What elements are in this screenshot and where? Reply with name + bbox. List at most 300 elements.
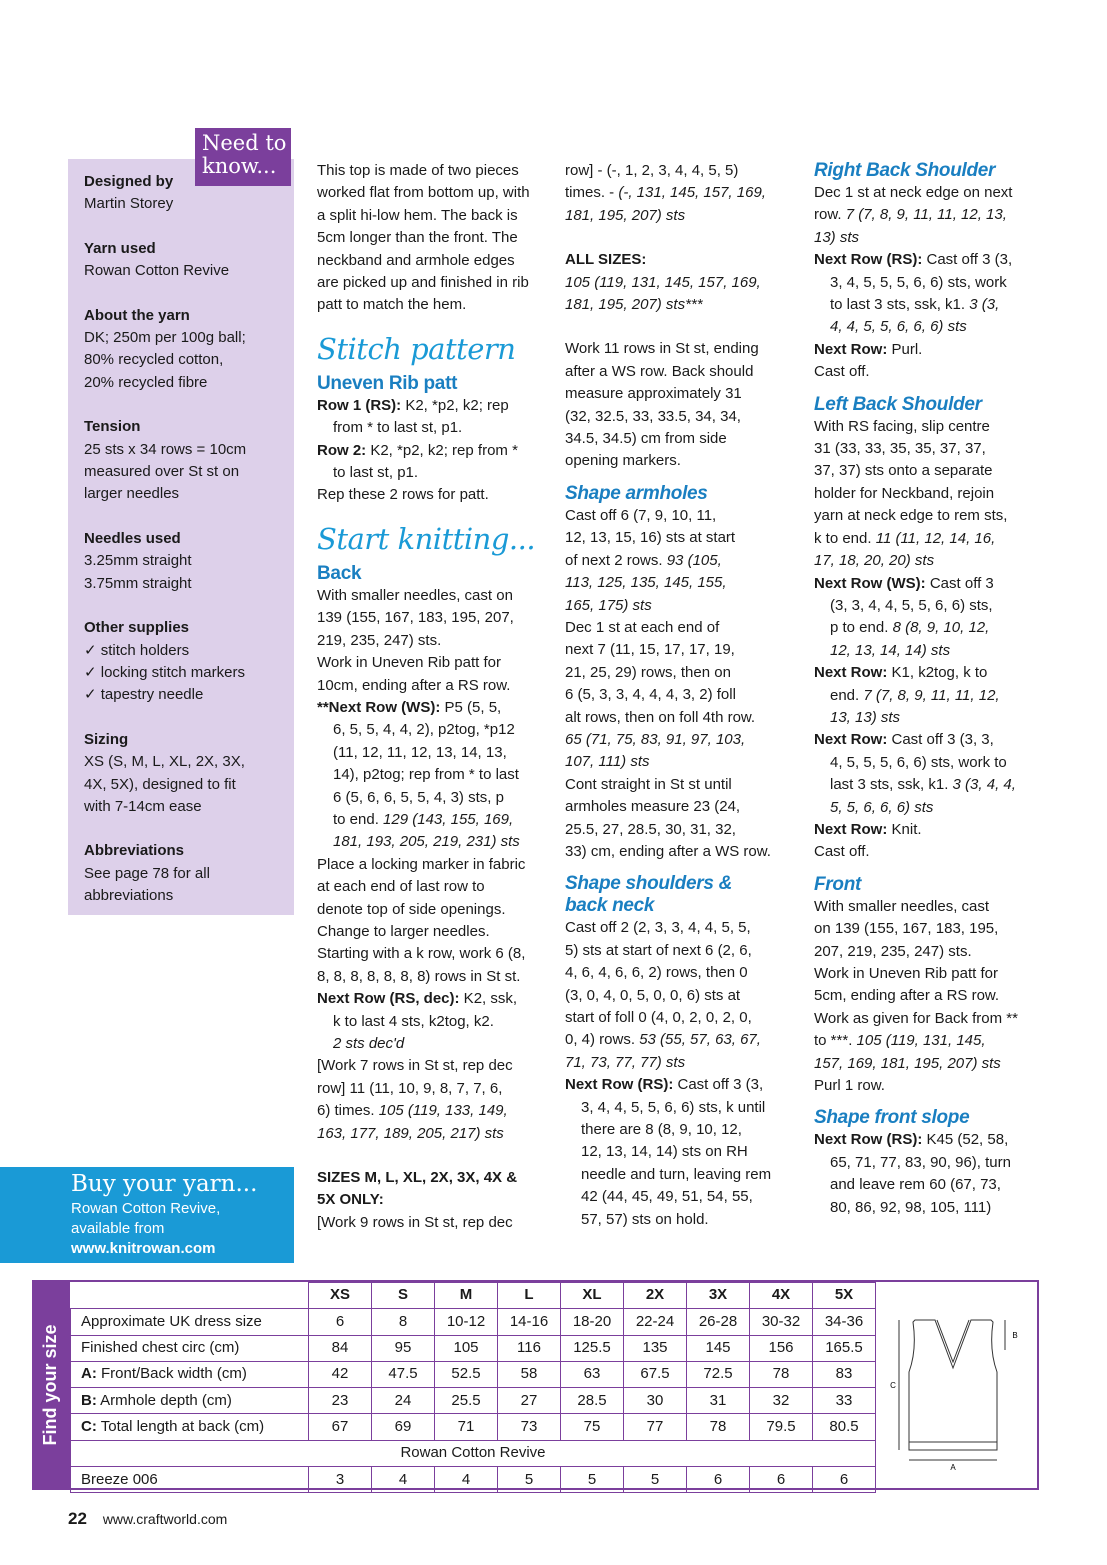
text-line: alt rows, then on foll 4th row. [565, 708, 756, 726]
row-text: K2, ssk, [459, 990, 518, 1008]
text-line: 34.5, 34.5) cm from side [565, 430, 727, 448]
need-to-know-section [84, 416, 286, 506]
need-to-know-heading: Abbreviations [84, 842, 185, 860]
need-to-know-heading: Yarn used [84, 239, 156, 257]
next-row-ws-cont [317, 719, 549, 809]
footer-website[interactable]: www.craftworld.com [102, 1511, 228, 1527]
need-to-know-line: abbreviations [84, 887, 174, 905]
size-table [70, 1282, 876, 1493]
row-text: Cast off 3 (3, 3, [887, 731, 994, 749]
text-line: 4, 6, 4, 6, 6, 2) rows, then 0 [565, 964, 748, 982]
size-value-cell: 6 [309, 1309, 372, 1335]
row-text: K2, *p2, k2; rep from * [366, 441, 518, 459]
row-label: Next Row (RS, dec): [317, 990, 460, 1008]
start-knitting-heading: Start knitting... [317, 521, 536, 556]
next-row [814, 662, 1046, 684]
stitch-count: 13, 13) sts [830, 708, 901, 726]
row-text: Purl. [887, 340, 923, 358]
text: 0, 4) rows. [565, 1031, 640, 1049]
ball-count-cell: 3 [309, 1467, 372, 1493]
need-to-know-panel [68, 159, 294, 915]
text-line: Place a locking marker in fabric [317, 855, 526, 873]
size-value-cell: 78 [687, 1414, 750, 1440]
text-line: measure approximately 31 [565, 385, 742, 403]
next-row-ws [317, 697, 549, 719]
text-line: 37, 37) sts onto a separate [814, 462, 993, 480]
size-value-cell: 32 [750, 1388, 813, 1414]
text-line: 33) cm, ending after a WS row. [565, 842, 771, 860]
text-line: With smaller needles, cast [814, 897, 990, 915]
shape-armholes-heading: Shape armholes [565, 482, 708, 504]
back-heading: Back [317, 562, 362, 584]
row-label: Next Row: [814, 731, 888, 749]
stitch-count: 3 (3, [969, 296, 1000, 314]
size-row-label: B: Armhole depth (cm) [71, 1388, 309, 1414]
text-line: are picked up and finished in rib [317, 274, 529, 292]
text-line: 139 (155, 167, 183, 195, 207, [317, 609, 514, 627]
buy-your-yarn-box [0, 1167, 294, 1263]
row-label: Next Row (WS): [814, 574, 926, 592]
size-value-cell: 69 [372, 1414, 435, 1440]
need-to-know-section [84, 238, 286, 283]
text-line: Dec 1 st at neck edge on next [814, 184, 1013, 201]
stitch-count: 5, 5, 6, 6, 6) sts [830, 798, 934, 816]
size-row [71, 1361, 876, 1387]
buy-your-yarn-title: Buy your yarn... [71, 1171, 258, 1197]
text-line: 42 (44, 45, 49, 51, 54, 55, [581, 1188, 753, 1206]
text-line: This top is made of two pieces [317, 162, 519, 179]
row-text: Cast off 3 (3, [673, 1076, 764, 1094]
stitch-count: 8 (8, 9, 10, 12, [892, 619, 990, 637]
text-line: 6 (5, 3, 3, 4, 4, 4, 3, 2) foll [565, 686, 736, 704]
text: of next 2 rows. [565, 551, 667, 569]
text: end. [830, 686, 864, 704]
size-value-cell: 30-32 [750, 1309, 813, 1335]
row-label: Next Row: [814, 340, 888, 358]
stitch-count [565, 729, 797, 774]
column-2 [565, 160, 797, 1231]
size-header-cell: S [372, 1283, 435, 1309]
text-line: and leave rem 60 (67, 73, [830, 1176, 1001, 1194]
yarn-website-link[interactable]: www.knitrowan.com [71, 1240, 216, 1257]
need-to-know-line: Rowan Cotton Revive [84, 262, 230, 280]
text-line: [Work 7 rows in St st, rep dec [317, 1057, 513, 1075]
ball-count-cell: 4 [435, 1467, 498, 1493]
stitch-count: 7 (7, 8, 9, 11, 11, 12, [863, 686, 1000, 704]
need-to-know-heading: Sizing [84, 730, 129, 748]
stitch-pattern-heading: Stitch pattern [317, 331, 516, 366]
text-line: 165, 175) sts [565, 596, 652, 614]
size-value-cell: 52.5 [435, 1361, 498, 1387]
text-line [565, 182, 797, 204]
row-1-cont: from * to last st, p1. [333, 419, 463, 437]
stitch-count: 12, 13, 14, 14) sts [830, 641, 951, 659]
shoulders-text [565, 917, 797, 1029]
back-text [317, 585, 549, 697]
row-label: Next Row: [814, 664, 888, 682]
text-line [565, 550, 797, 572]
need-to-know-line: 25 sts x 34 rows = 10cm [84, 440, 247, 458]
text-line [814, 617, 1046, 639]
front-slope-cont [814, 1152, 1046, 1219]
row-text: K45 (52, 58, [922, 1131, 1009, 1149]
size-header-cell: XL [561, 1283, 624, 1309]
text-line: start of foll 0 (4, 0, 2, 0, 2, 0, [565, 1009, 752, 1026]
need-to-know-line: 80% recycled cotton, [84, 351, 224, 369]
size-header-cell: 4X [750, 1283, 813, 1309]
find-your-size-label [32, 1280, 68, 1490]
diagram-label-a: A [950, 1463, 956, 1472]
size-header-row [71, 1283, 876, 1309]
size-value-cell: 72.5 [687, 1361, 750, 1387]
size-row [71, 1388, 876, 1414]
size-header-cell: 5X [813, 1283, 876, 1309]
text: to end. [333, 810, 384, 828]
row-text: K1, k2tog, k to [887, 664, 988, 682]
size-row-label: Finished chest circ (cm) [71, 1335, 309, 1361]
text-line: Purl 1 row. [814, 1077, 885, 1095]
left-back-shoulder-heading: Left Back Shoulder [814, 393, 982, 415]
footer [68, 1508, 227, 1530]
sizes-heading: 5X ONLY: [317, 1191, 384, 1209]
text-line: 5cm longer than the front. The [317, 229, 518, 247]
row-label: Next Row (RS): [814, 251, 923, 269]
text-line [565, 1029, 797, 1051]
uneven-rib-heading: Uneven Rib patt [317, 372, 458, 394]
need-to-know-section [84, 840, 286, 907]
size-row-label: A: Front/Back width (cm) [71, 1361, 309, 1387]
text-line: 6 (5, 6, 6, 5, 5, 4, 3) sts, p [333, 788, 504, 806]
text-line: Starting with a k row, work 6 (8, [317, 945, 526, 963]
size-value-cell: 145 [687, 1335, 750, 1361]
size-value-cell: 26-28 [687, 1309, 750, 1335]
text-line: row] - (-, 1, 2, 3, 4, 4, 5, 5) [565, 162, 739, 179]
text-line: Cast off. [814, 363, 870, 381]
next-row-rs-cont [565, 1097, 797, 1231]
dec-text [565, 617, 797, 729]
next-row-rs [814, 1129, 1046, 1151]
size-value-cell: 14-16 [498, 1309, 561, 1335]
stitch-count: 129 (143, 155, 169, [383, 810, 514, 828]
text-line: Dec 1 st at each end of [565, 618, 720, 636]
next-row-dec [317, 988, 549, 1010]
ball-count-cell: 5 [498, 1467, 561, 1493]
text-line: at each end of last row to [317, 878, 485, 896]
stitch-count: 93 (105, [666, 551, 722, 569]
row-label: Next Row (RS): [814, 1131, 923, 1149]
yarn-quantity-row [71, 1467, 876, 1493]
stitch-count: 181, 195, 207) sts*** [565, 296, 703, 314]
front-heading: Front [814, 873, 862, 895]
size-value-cell: 156 [750, 1335, 813, 1361]
row-label: Row 1 (RS): [317, 396, 402, 414]
size-value-cell: 27 [498, 1388, 561, 1414]
need-to-know-heading: Other supplies [84, 619, 190, 637]
size-value-cell: 75 [561, 1414, 624, 1440]
ball-count-cell: 5 [624, 1467, 687, 1493]
stitch-count: 181, 195, 207) sts [565, 206, 686, 224]
text: p to end. [830, 619, 893, 637]
text-line: Change to larger needles. [317, 922, 490, 940]
size-row [71, 1414, 876, 1440]
stitch-count: 4, 4, 5, 5, 6, 6, 6) sts [830, 318, 967, 336]
repeat-text: Rep these 2 rows for patt. [317, 486, 489, 504]
need-to-know-line: measured over St st on [84, 463, 240, 481]
need-to-know-line: 3.75mm straight [84, 574, 192, 592]
ball-count-cell: 6 [813, 1467, 876, 1493]
all-sizes-heading: ALL SIZES: [565, 251, 647, 269]
need-to-know-line: ✓ locking stitch markers [84, 663, 245, 681]
stitch-count: 13) sts [814, 228, 860, 246]
text: 6) times. [317, 1102, 379, 1120]
size-value-cell: 165.5 [813, 1335, 876, 1361]
text-line: (11, 12, 11, 12, 13, 14, 13, [333, 743, 507, 761]
row-text: Cast off 3 (3, [922, 251, 1013, 269]
row-text: P5 (5, 5, [440, 698, 502, 716]
need-to-know-section [84, 305, 286, 395]
marker-text [317, 854, 549, 988]
row-2-cont: to last st, p1. [333, 464, 419, 482]
size-value-cell: 23 [309, 1388, 372, 1414]
need-to-know-line: larger needles [84, 485, 180, 503]
need-to-know-line: 3.25mm straight [84, 552, 192, 570]
diagram-label-c: C [890, 1381, 896, 1390]
neckline-inner [937, 1320, 969, 1362]
shape-shoulders-heading: Shape shoulders & [565, 873, 732, 895]
size-row [71, 1309, 876, 1335]
size-row-label: Approximate UK dress size [71, 1309, 309, 1335]
stitch-count: 157, 169, 181, 195, 207) sts [814, 1054, 1001, 1072]
text-line: a split hi-low hem. The back is [317, 206, 518, 224]
need-to-know-tab-line: know... [202, 154, 277, 178]
size-value-cell: 8 [372, 1309, 435, 1335]
stitch-count: 3 (3, 4, 4, [952, 776, 1016, 794]
yarn-shade-label: Breeze 006 [71, 1467, 309, 1493]
text-line: neckband and armhole edges [317, 251, 515, 269]
stitch-count: 181, 193, 205, 219, 231) sts [333, 833, 520, 851]
text-line: 25.5, 27, 28.5, 30, 31, 32, [565, 820, 736, 838]
size-value-cell: 58 [498, 1361, 561, 1387]
text-line: With smaller needles, cast on [317, 586, 513, 604]
text-line [814, 204, 1046, 226]
stitch-count: 17, 18, 20, 20) sts [814, 552, 935, 570]
stitch-count: 163, 177, 189, 205, 217) sts [317, 1124, 504, 1142]
right-back-shoulder-heading: Right Back Shoulder [814, 160, 996, 181]
size-header-cell: 2X [624, 1283, 687, 1309]
page-number: 22 [68, 1509, 87, 1528]
find-your-size-text: Find your size [39, 1324, 60, 1446]
size-value-cell: 33 [813, 1388, 876, 1414]
text-line: 21, 25, 29) rows, then on [565, 663, 731, 681]
text-line: 4, 5, 5, 5, 6, 6) sts, work to [830, 753, 1007, 771]
size-value-cell: 10-12 [435, 1309, 498, 1335]
text-line: worked flat from bottom up, with [317, 184, 530, 202]
size-header-cell: XS [309, 1283, 372, 1309]
work-11-text [565, 338, 797, 472]
text-line: Cast off 2 (2, 3, 3, 4, 4, 5, 5, [565, 919, 751, 937]
size-value-cell: 71 [435, 1414, 498, 1440]
size-value-cell: 80.5 [813, 1414, 876, 1440]
need-to-know-line: See page 78 for all [84, 864, 210, 882]
text-line: Work as given for Back from ** [814, 1009, 1018, 1027]
size-value-cell: 67 [309, 1414, 372, 1440]
need-to-know-line: 4X, 5X), designed to fit [84, 775, 236, 793]
text-line [317, 1100, 549, 1122]
cont-text [565, 774, 797, 864]
stitch-count: (-, 131, 145, 157, 169, [618, 184, 766, 202]
text-line: denote top of side openings. [317, 900, 506, 918]
text-line: 5cm, ending after a RS row. [814, 987, 1000, 1005]
size-value-cell: 77 [624, 1414, 687, 1440]
size-value-cell: 83 [813, 1361, 876, 1387]
next-row-rs [814, 249, 1046, 271]
column-3 [814, 160, 1046, 1219]
front-text [814, 896, 1046, 1030]
size-value-cell: 84 [309, 1335, 372, 1361]
vest-outline [909, 1320, 997, 1450]
shape-shoulders-heading: back neck [565, 895, 655, 917]
size-value-cell: 78 [750, 1361, 813, 1387]
next-row-dec-cont: k to last 4 sts, k2tog, k2. [333, 1012, 494, 1030]
text-line: 219, 235, 247) sts. [317, 631, 442, 649]
row-label: Next Row: [814, 820, 888, 838]
text-line: armholes measure 23 (24, [565, 798, 741, 816]
yarn-name-row [71, 1440, 876, 1466]
stitch-count [565, 572, 797, 617]
ball-count-cell: 6 [750, 1467, 813, 1493]
stitch-count: 105 (119, 131, 145, 157, 169, [565, 273, 761, 291]
text-line: 3, 4, 4, 5, 5, 6, 6) sts, k until [581, 1098, 766, 1116]
text-line [814, 1030, 1046, 1052]
ball-count-cell: 5 [561, 1467, 624, 1493]
need-to-know-heading: About the yarn [84, 306, 190, 324]
text-line: opening markers. [565, 452, 681, 470]
next-row [814, 729, 1046, 751]
text-line: Cont straight in St st until [565, 775, 732, 793]
text-line: needle and turn, leaving rem [581, 1165, 772, 1183]
text-line: Cast off. [814, 843, 870, 861]
need-to-know-line: 20% recycled fibre [84, 373, 208, 391]
size-value-cell: 18-20 [561, 1309, 624, 1335]
stitch-count: 11 (11, 12, 14, 16, [875, 529, 996, 547]
text-line: on 139 (155, 167, 183, 195, [814, 920, 999, 938]
size-value-cell: 34-36 [813, 1309, 876, 1335]
need-to-know-heading: Needles used [84, 529, 181, 547]
text-line: 65 (71, 75, 83, 91, 97, 103, [565, 730, 746, 748]
garment-diagram [885, 1300, 1025, 1472]
text-line [814, 294, 1046, 316]
diagram-label-b: B [1012, 1331, 1018, 1340]
need-to-know-heading: Designed by [84, 173, 174, 190]
text-line: 12, 13, 15, 16) sts at start [565, 529, 736, 547]
intro-text [317, 160, 549, 317]
text-line: 65, 71, 77, 83, 90, 96), turn [830, 1153, 1011, 1171]
size-value-cell: 42 [309, 1361, 372, 1387]
column-1 [317, 160, 549, 1234]
size-value-cell: 31 [687, 1388, 750, 1414]
stitch-count: 105 (119, 131, 145, [856, 1032, 986, 1050]
row-text: Knit. [887, 820, 922, 838]
need-to-know-section [84, 528, 286, 595]
buy-yarn-line: available from [71, 1220, 165, 1237]
need-to-know-tab [195, 128, 291, 186]
text-line: yarn at neck edge to rem sts, [814, 507, 1008, 525]
text: last 3 sts, ssk, k1. [830, 776, 953, 794]
text-line: [Work 9 rows in St st, rep dec [317, 1213, 513, 1231]
next-row [814, 819, 1046, 841]
text: k to end. [814, 529, 876, 547]
size-value-cell: 25.5 [435, 1388, 498, 1414]
yarn-name-cell: Rowan Cotton Revive [71, 1440, 876, 1466]
text: times. - [565, 184, 619, 202]
sizes-heading: SIZES M, L, XL, 2X, 3X, 4X & [317, 1169, 518, 1187]
stitch-count: 71, 73, 77, 77) sts [565, 1053, 686, 1071]
text-line: (3, 3, 4, 4, 5, 5, 6, 6) sts, [830, 596, 993, 614]
size-row-label: C: Total length at back (cm) [71, 1414, 309, 1440]
row-1-instruction [317, 395, 549, 417]
size-value-cell: 95 [372, 1335, 435, 1361]
text-line: (32, 32.5, 33, 33.5, 34, 34, [565, 407, 741, 425]
text-line: 113, 125, 135, 145, 155, [565, 574, 727, 592]
size-value-cell: 47.5 [372, 1361, 435, 1387]
shape-front-slope-heading: Shape front slope [814, 1107, 970, 1129]
row-label: Next Row (RS): [565, 1076, 674, 1094]
text-line: Cast off 6 (7, 9, 10, 11, [565, 506, 717, 524]
need-to-know-line: XS (S, M, L, XL, 2X, 3X, [84, 753, 245, 771]
need-to-know-line: with 7-14cm ease [84, 797, 202, 815]
need-to-know-section [84, 729, 286, 819]
stitch-count: 2 sts dec'd [333, 1035, 405, 1052]
row-label: Row 2: [317, 441, 367, 459]
text-line: there are 8 (8, 9, 10, 12, [581, 1121, 742, 1139]
text-line: 207, 219, 235, 247) sts. [814, 942, 972, 960]
size-value-cell: 22-24 [624, 1309, 687, 1335]
size-value-cell: 116 [498, 1335, 561, 1361]
size-value-cell: 135 [624, 1335, 687, 1361]
text-line: (3, 0, 4, 0, 5, 0, 0, 6) sts at [565, 986, 741, 1004]
need-to-know-line: ✓ stitch holders [84, 641, 190, 659]
ball-count-cell: 6 [687, 1467, 750, 1493]
need-to-know-tab-line: Need to [202, 131, 287, 155]
next-row-ws [814, 573, 1046, 595]
size-header-cell: M [435, 1283, 498, 1309]
text-line [814, 685, 1046, 707]
need-to-know-line: DK; 250m per 100g ball; [84, 329, 246, 347]
stitch-count: 7 (7, 8, 9, 11, 11, 12, 13, [845, 206, 1007, 224]
text: row. [814, 206, 846, 224]
size-value-cell: 63 [561, 1361, 624, 1387]
buy-yarn-line: Rowan Cotton Revive, [71, 1200, 221, 1217]
text-line: 6, 5, 5, 4, 4, 2), p2tog, *p12 [333, 721, 515, 739]
text-line: Work in Uneven Rib patt for [814, 965, 998, 982]
row-text: K2, *p2, k2; rep [401, 396, 509, 414]
text-line: 14), p2tog; rep from * to last [333, 766, 519, 784]
text-line: 80, 86, 92, 98, 105, 111) [830, 1198, 992, 1216]
need-to-know-line: Martin Storey [84, 195, 174, 213]
text-line [814, 774, 1046, 796]
size-value-cell: 67.5 [624, 1361, 687, 1387]
text-line: next 7 (11, 15, 17, 17, 19, [565, 641, 735, 659]
text: to ***. [814, 1032, 857, 1050]
text-line: after a WS row. Back should [565, 362, 754, 380]
need-to-know-heading: Tension [84, 418, 141, 436]
text-line: 8, 8, 8, 8, 8, 8, 8) rows in St st. [317, 967, 521, 985]
text-line: holder for Neckband, rejoin [814, 484, 995, 502]
size-value-cell: 79.5 [750, 1414, 813, 1440]
size-value-cell: 125.5 [561, 1335, 624, 1361]
text-line: Work 11 rows in St st, ending [565, 340, 759, 358]
size-value-cell: 73 [498, 1414, 561, 1440]
